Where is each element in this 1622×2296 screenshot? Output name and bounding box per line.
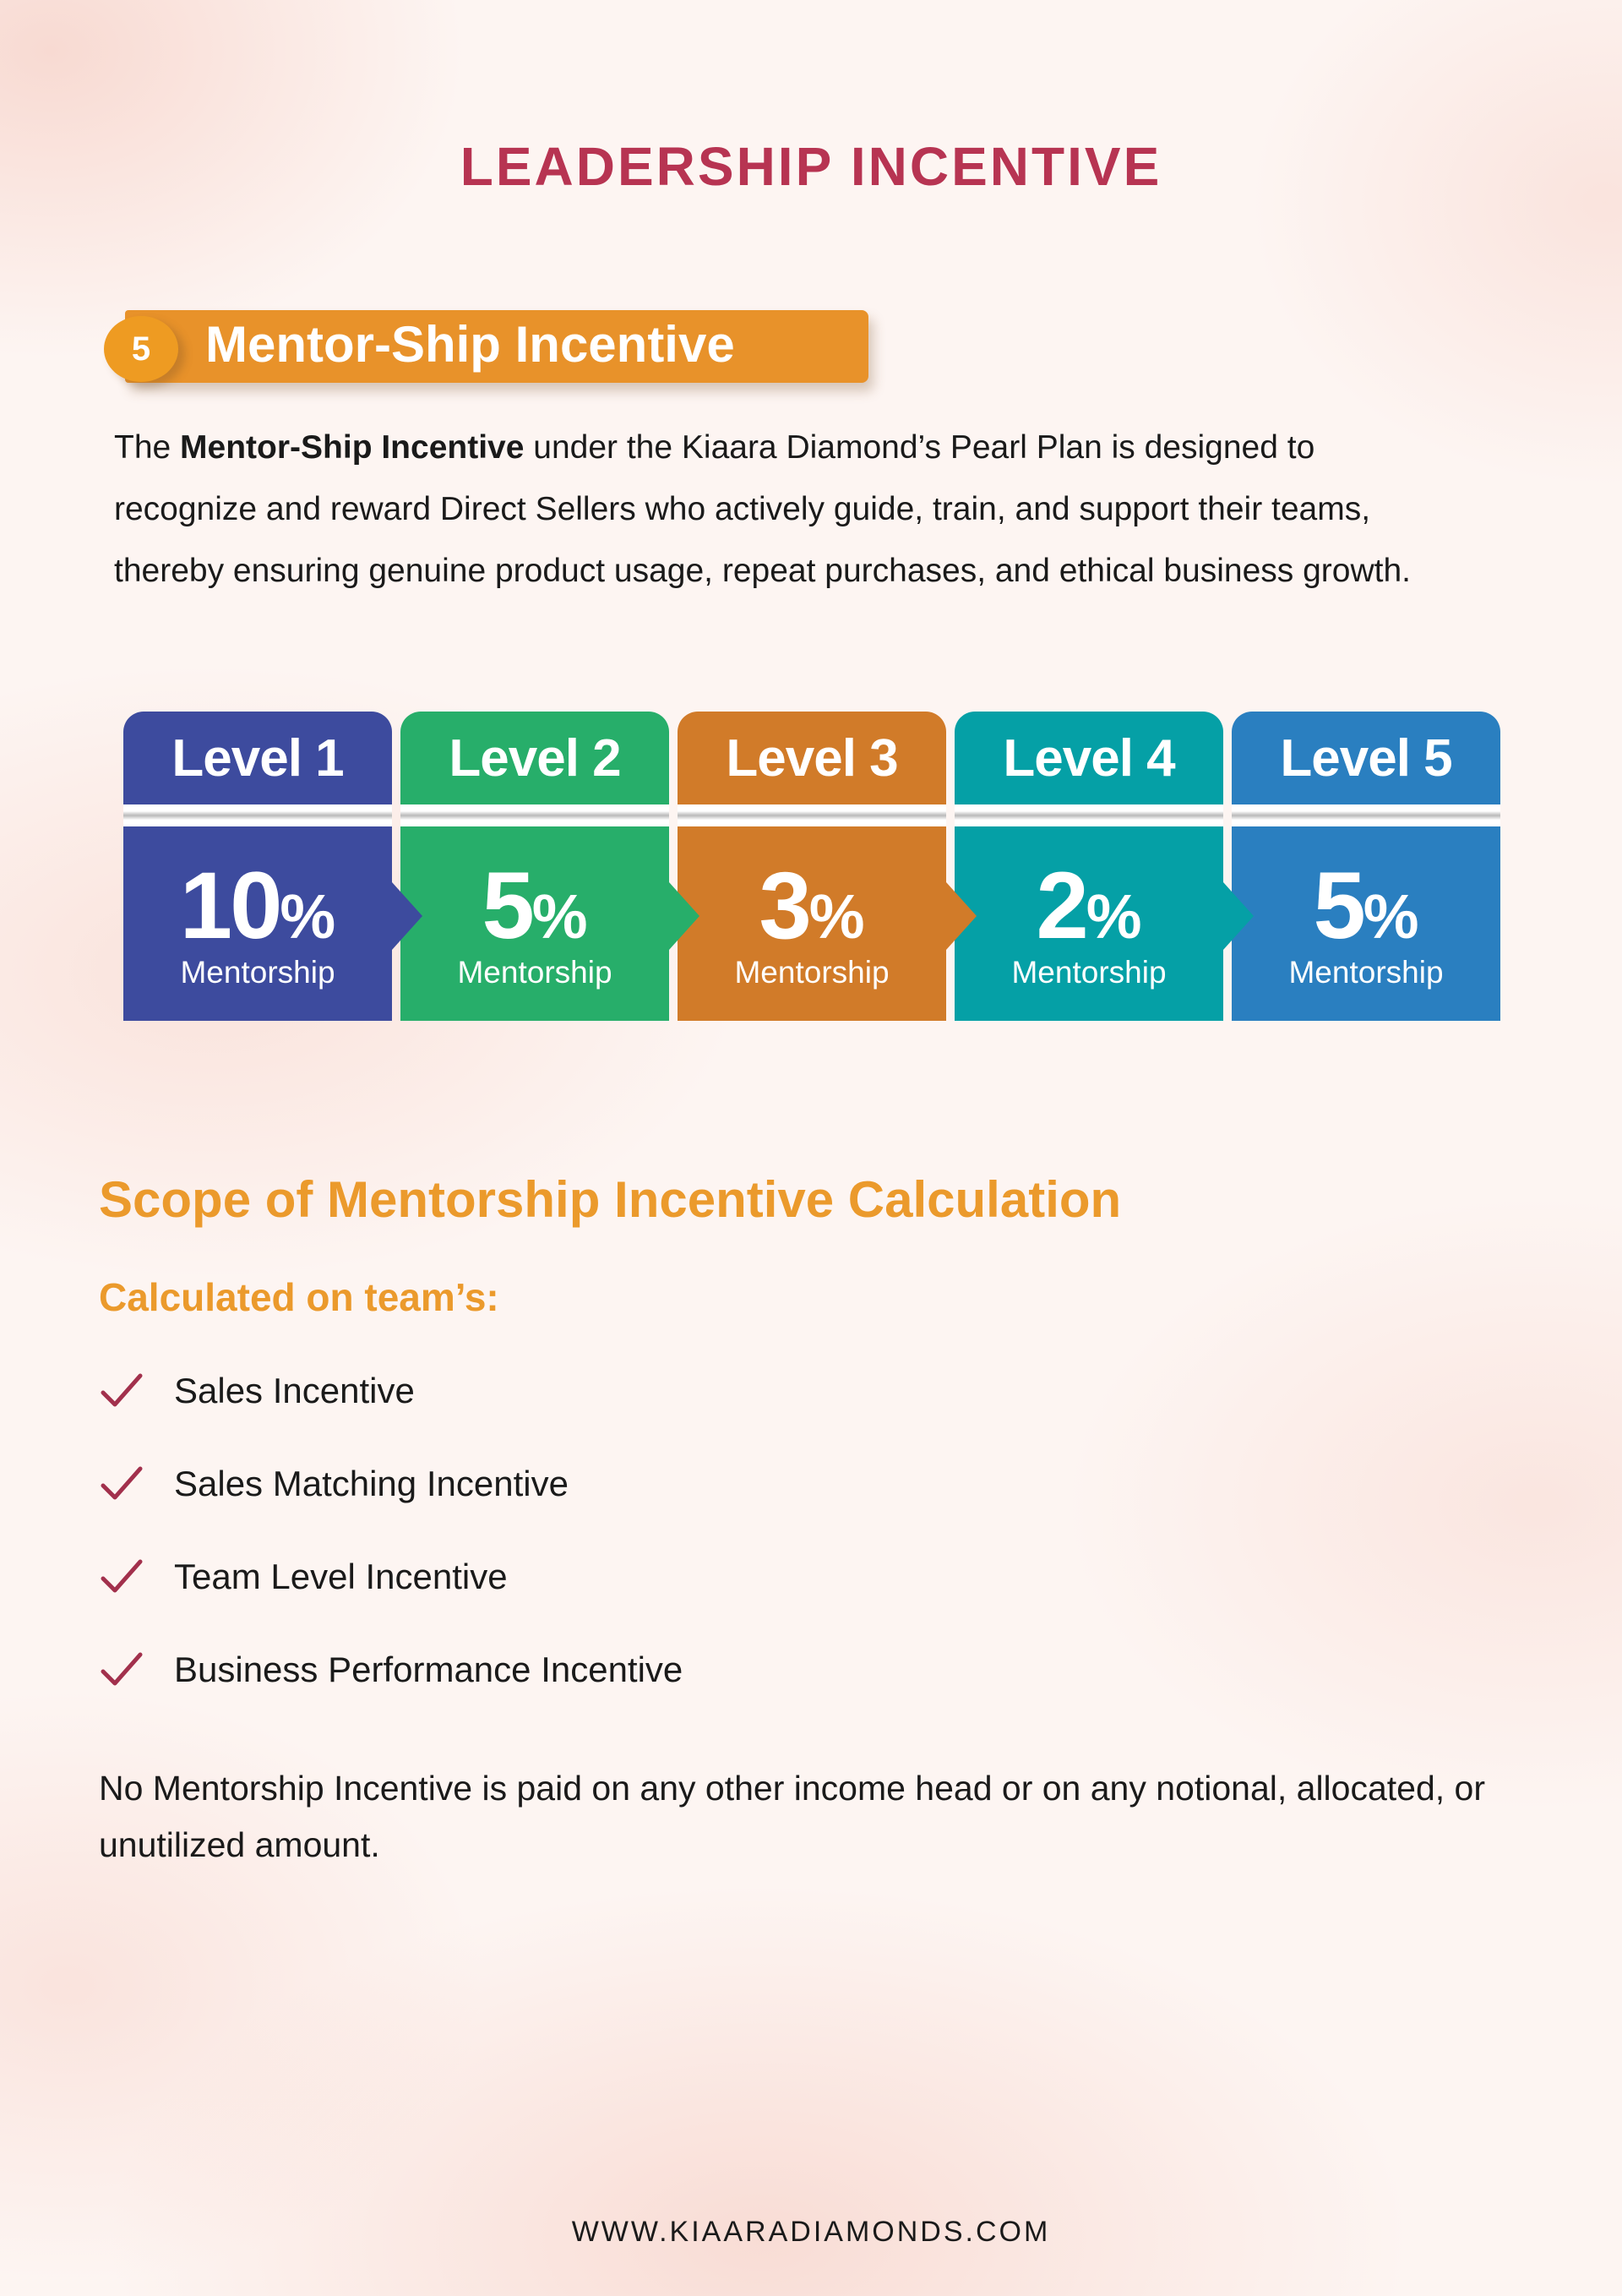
level-card-divider	[1232, 804, 1500, 826]
percentage-value: 2	[1036, 853, 1086, 958]
scope-title: Scope of Mentorship Incentive Calculation	[99, 1171, 1122, 1228]
footer-website[interactable]: WWW.KIAARADIAMONDS.COM	[571, 2216, 1051, 2248]
level-card-header: Level 4	[955, 712, 1223, 804]
percentage-value: 5	[1313, 853, 1363, 958]
level-card-header: Level 1	[123, 712, 392, 804]
level-card-divider	[400, 804, 669, 826]
level-card-5	[1232, 712, 1500, 1021]
section-title: Mentor-Ship Incentive	[205, 316, 735, 373]
level-card-divider	[955, 804, 1223, 826]
list-item-label: Sales Matching Incentive	[174, 1464, 569, 1503]
percentage-unit: %	[1086, 881, 1142, 952]
percentage-value: 5	[482, 853, 532, 958]
percentage-unit: %	[280, 881, 336, 952]
chevron-right-icon	[392, 882, 422, 950]
percentage-value: 3	[759, 853, 809, 958]
level-card-header: Level 2	[400, 712, 669, 804]
list-item	[100, 1366, 415, 1416]
scope-subtitle: Calculated on team’s:	[99, 1275, 499, 1319]
page-title: LEADERSHIP INCENTIVE	[460, 136, 1162, 197]
intro-paragraph	[114, 417, 1432, 602]
level-caption: Mentorship	[734, 955, 890, 990]
section-number-badge: 5	[104, 316, 178, 382]
intro-prefix: The	[114, 429, 181, 466]
list-item-label: Sales Incentive	[174, 1371, 415, 1410]
chevron-right-icon	[1223, 882, 1254, 950]
level-card-body	[1232, 826, 1500, 1021]
list-item-label: Business Performance Incentive	[174, 1650, 683, 1689]
chevron-right-icon	[669, 882, 699, 950]
list-item	[100, 1459, 569, 1509]
level-caption: Mentorship	[457, 955, 612, 990]
level-percentage	[400, 853, 669, 964]
level-percentage	[678, 853, 946, 964]
checkmark-icon	[100, 1371, 144, 1411]
level-percentage	[123, 853, 392, 964]
percentage-unit: %	[531, 881, 588, 952]
level-card-body	[955, 826, 1223, 1021]
level-caption: Mentorship	[180, 955, 335, 990]
percentage-value: 10	[179, 853, 280, 958]
level-percentage	[955, 853, 1223, 964]
level-card-body	[678, 826, 946, 1021]
level-card-body	[123, 826, 392, 1021]
level-caption: Mentorship	[1011, 955, 1167, 990]
chevron-right-icon	[946, 882, 977, 950]
level-card-1	[123, 712, 392, 1021]
level-card-divider	[123, 804, 392, 826]
intro-rest: under the Kiaara Diamond’s Pearl Plan is designed to recognize and reward Direct Sellers who actively guide, train, and support their teams, thereby ensuring genuine product usage, repeat purchases, and ethical business growth.	[114, 429, 1411, 589]
level-card-header: Level 5	[1232, 712, 1500, 804]
level-caption: Mentorship	[1288, 955, 1444, 990]
intro-bold-term: Mentor-Ship Incentive	[180, 429, 525, 466]
list-item	[100, 1644, 683, 1695]
level-percentage	[1232, 853, 1500, 964]
checkmark-icon	[100, 1650, 144, 1690]
level-card-divider	[678, 804, 946, 826]
list-item-label: Team Level Incentive	[174, 1557, 508, 1596]
checkmark-icon	[100, 1464, 144, 1504]
level-card-header: Level 3	[678, 712, 946, 804]
list-item	[100, 1552, 508, 1602]
checkmark-icon	[100, 1557, 144, 1597]
percentage-unit: %	[1363, 881, 1419, 952]
percentage-unit: %	[808, 881, 865, 952]
level-card-3	[678, 712, 946, 1021]
level-card-body	[400, 826, 669, 1021]
level-card-4	[955, 712, 1223, 1021]
level-card-2	[400, 712, 669, 1021]
scope-note: No Mentorship Incentive is paid on any other income head or on any notional, allocated, or unutilized amount.	[99, 1769, 1486, 1864]
